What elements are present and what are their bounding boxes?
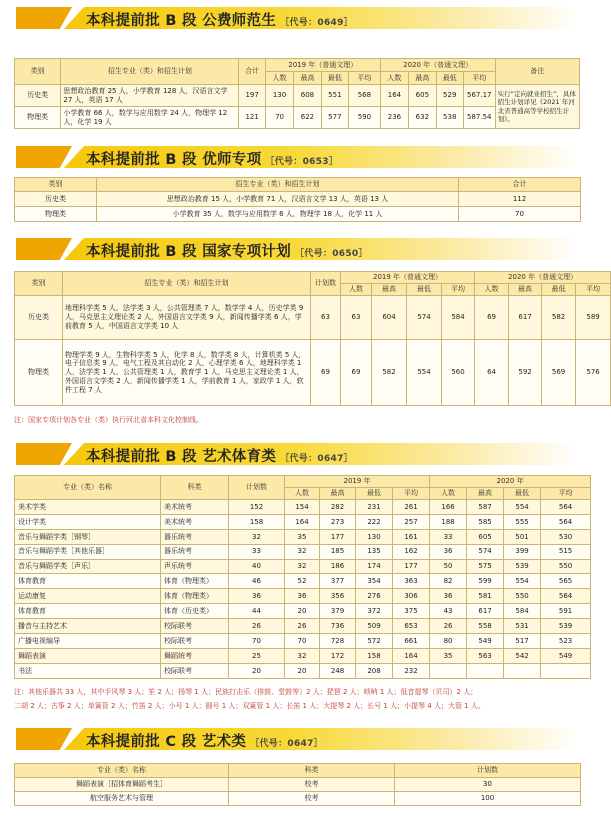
table-row: 历史类 地理科学类 5 人，法学类 3 人，公共管理类 7 人，数学学 4 人，历史学类 9 人，马克思主义理论类 2 人，外国语言文学类 9 人，新闻传播学类 6 人，学前教育 5 人，中国语言文学类 10 人 63 63 604 574 584 69 617 582 589 [15, 296, 611, 340]
table-row: 播音与主持艺术 校际联考 26 26 736 509 653 26 558 531 539 [15, 619, 591, 634]
table-row: 航空服务艺术与管理 校考 100 [15, 792, 581, 806]
section-title: 本科提前批 B 段 优师专项 ［代号：0653］ [86, 152, 339, 168]
section-banner-excellent-teacher [10, 143, 582, 170]
section-banner-national-plan [10, 235, 582, 262]
table-row: 舞蹈表演［招体育舞蹈考生］ 校考 30 [15, 778, 581, 792]
table-row: 设计学类 美术统考 158 164 273 222 257 188 585 555 564 [15, 514, 591, 529]
table-row: 体育教育 体育（历史类） 44 20 379 372 375 43 617 584 591 [15, 604, 591, 619]
table-row: 历史类 思想政治教育 15 人，小学教育 71 人，汉语言文学 13 人，英语 13 人 112 [15, 192, 581, 207]
table-row: 历史类 思想政治教育 25 人，小学教育 128 人，汉语言文学 27 人，英语 17 人 197 130 608 551 568 164 605 529 567.17 实行“定向就业招生”，具体招生计划详见《2021 年河北省普通高等学校招生计划》。 [15, 85, 580, 107]
note-instruments-1: 注：其他乐器共 33 人，其中手风琴 3 人；笙 2 人；扬琴 1 人；民族打击乐（排鼓、堂鼓等）2 人；琵琶 2 人；唢呐 1 人；低音提琴（贝司）2 人； [14, 688, 478, 696]
table-row: 音乐与舞蹈学类［其他乐器］ 器乐统考 33 32 185 135 162 36 574 399 515 [15, 544, 591, 559]
table-row: 音乐与舞蹈学类［钢琴］ 器乐统考 32 35 177 130 161 33 605 501 530 [15, 529, 591, 544]
table-row: 音乐与舞蹈学类［声乐］ 声乐统考 40 32 186 174 177 50 575 539 550 [15, 559, 591, 574]
table-public-normal: 类别 招生专业（类）和招生计划 合计 2019 年（普通文理） 2020 年（普通文理） 备注 人数 最高 最低 平均 人数 最高 最低 平均 历史类 思想政治教育 25 人，小学教育 128 人，汉语言文学 27 人，英语 17 人 197 130 608 551 568 164 605 529 567.17 实行“定向就业招生”，具体招生计划详见《2021 年河北省普通高等学校招生计划》。 物理类 小学教育 66 人，数学与应用数学 24 人，物理学 12 人，化学 19 人 121 70 622 577 590 236 632 538 587.54 [14, 58, 580, 129]
table-art-c: 专业（类）名称 科类 计划数 舞蹈表演［招体育舞蹈考生］ 校考 30 航空服务艺术与管理 校考 100 [14, 763, 581, 806]
note-instruments-2: 二胡 2 人；古筝 2 人；单簧管 2 人；竹笛 2 人；小号 1 人；圆号 1 人；双簧管 1 人；长笛 1 人；大提琴 2 人；长号 1 人；小提琴 4 人；大管 1 人。 [14, 702, 485, 710]
table-row: 运动康复 体育（物理类） 36 36 356 276 306 36 581 550 564 [15, 589, 591, 604]
table-row: 书法 校际联考 20 20 248 208 232 [15, 663, 591, 678]
section-title: 本科提前批 B 段 国家专项计划 ［代号：0650］ [86, 244, 368, 260]
table-row: 体育教育 体育（物理类） 46 52 377 354 363 82 599 554 565 [15, 574, 591, 589]
section-title: 本科提前批 B 段 公费师范生 ［代号：0649］ [86, 13, 353, 29]
table-excellent-teacher: 类别 招生专业（类）和招生计划 合计 历史类 思想政治教育 15 人，小学教育 71 人，汉语言文学 13 人，英语 13 人 112 物理类 小学教育 35 人，数学与应用数学 6 人，物理学 18 人，化学 11 人 70 [14, 177, 581, 222]
table-row: 物理类 小学教育 35 人，数学与应用数学 6 人，物理学 18 人，化学 11 人 70 [15, 207, 581, 222]
section-banner-art-sports [10, 440, 582, 467]
table-art-sports: 专业（类）名称 科类 计划数 2019 年 2020 年 人数 最高 最低 平均 人数 最高 最低 平均 美术学类 美术统考 152 154 282 231 261 166 587 554 564 设计学类 美术统考 158 164 273 222 257 188 585 555 564 音乐与舞蹈学类［钢琴］ 器乐统考 32 35 177 130 161 33 605 501 530 音乐与舞蹈学类［其他乐器］ 器乐统考 33 32 185 135 162 36 574 399 515 音乐与舞蹈学类［声乐］ 声乐统考 40 32 186 174 177 50 575 539 550 体育教育 体育（物理类） 46 52 377 354 363 82 599 554 565 运动康复 体育（物理类） 36 36 356 276 306 36 581 550 564 体育教育 体育（历史类） 44 20 379 372 375 43 617 584 591 播音与主持艺术 校际联考 26 26 736 509 653 26 558 531 539 广播电视编导 校际联考 70 70 728 572 661 80 549 517 523 舞蹈表演 舞蹈统考 25 32 172 158 164 35 563 542 549 书法 校际联考 20 20 248 208 232 [14, 475, 591, 679]
section-title: 本科提前批 C 段 艺术类 ［代号：0647］ [86, 734, 323, 750]
table-row: 舞蹈表演 舞蹈统考 25 32 172 158 164 35 563 542 549 [15, 648, 591, 663]
section-title: 本科提前批 B 段 艺术体育类 ［代号：0647］ [86, 449, 353, 465]
section-banner-public-normal [10, 4, 582, 31]
table-row: 广播电视编导 校际联考 70 70 728 572 661 80 549 517 523 [15, 634, 591, 649]
table-row: 物理类 物理学类 9 人，生物科学类 5 人，化学 8 人，数学类 8 人，计算机类 5 人，电子信息类 9 人，电气工程及其自动化 2 人，心理学类 6 人，地理科学类 1 人，法学类 1 人，公共管理类 1 人，教育学 1 人，马克思主义理论类 1 人，外国语言文学类 2 人，新闻传播学类 1 人，学前教育 1 人，家政学 1 人，软件工程 7 人 69 69 582 554 560 64 592 569 576 [15, 340, 611, 406]
note-national-plan: 注：国家专项计划各专业（类）执行河北省本科文化控制线。 [14, 416, 203, 424]
remark-cell: 实行“定向就业招生”，具体招生计划详见《2021 年河北省普通高等学校招生计划》。 [495, 85, 579, 129]
section-banner-art-c [10, 725, 582, 752]
table-row: 美术学类 美术统考 152 154 282 231 261 166 587 554 564 [15, 500, 591, 515]
table-national-plan: 类别 招生专业（类）和招生计划 计划数 2019 年（普通文理） 2020 年（普通文理） 人数 最高 最低 平均 人数 最高 最低 平均 历史类 地理科学类 5 人，法学类 3 人，公共管理类 7 人，数学学 4 人，历史学类 9 人，马克思主义理论类 2 人，外国语言文学类 9 人，新闻传播学类 6 人，学前教育 5 人，中国语言文学类 10 人 63 63 604 574 584 69 617 582 589 物理类 物理学类 9 人，生物科学类 5 人，化学 8 人，数学类 8 人，计算机类 5 人，电子信息类 9 人，电气工程及其自动化 2 人，心理学类 6 人，地理科学类 1 人，法学类 1 人，公共管理类 1 人，教育学 1 人，马克思主义理论类 1 人，外国语言文学类 2 人，新闻传播学类 1 人，学前教育 1 人，家政学 1 人，软件工程 7 人 69 69 582 554 560 64 592 569 576 [14, 271, 611, 406]
table-row: 物理类 小学教育 66 人，数学与应用数学 24 人，物理学 12 人，化学 19 人 121 70 622 577 590 236 632 538 587.54 [15, 107, 580, 129]
